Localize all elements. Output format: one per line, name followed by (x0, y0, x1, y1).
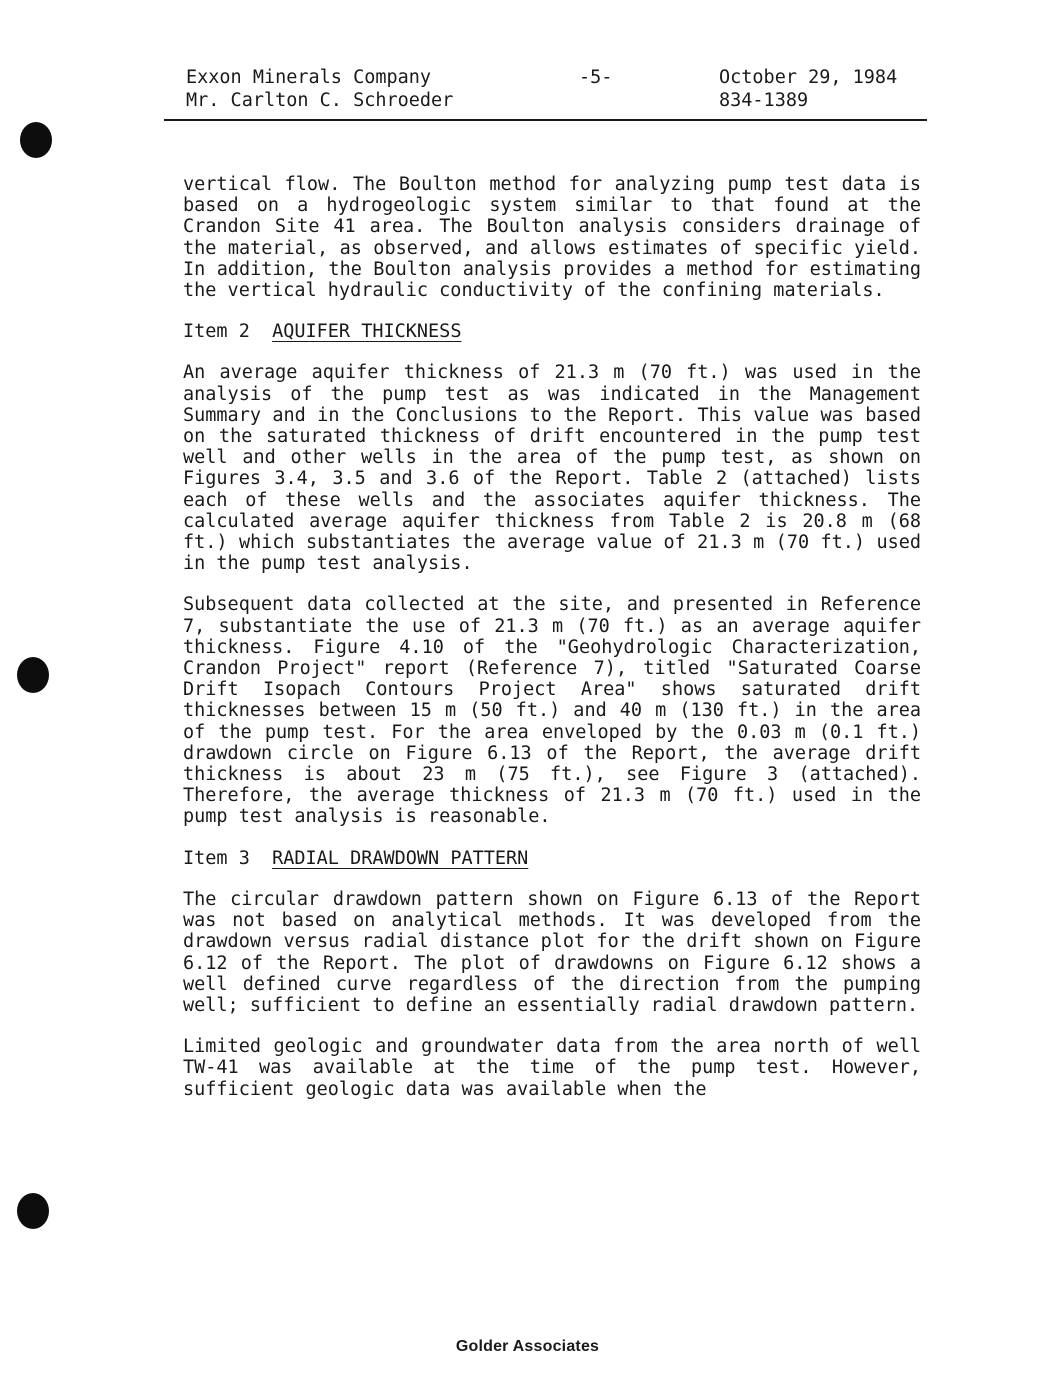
paragraph-radial-drawdown: The circular drawdown pattern shown on Figure 6.13 of the Report was not based on analytical methods. It was developed from the drawdown versus radial distance plot for the drift shown on Figure 6.12 of the Report. The plot of drawdowns on Figure 6.12 shows a well defined curve regardless of the direction from the pumping well; sufficient to define an essentially radial drawdown pattern. (183, 888, 921, 1016)
letter-header (186, 66, 926, 112)
item-3-title: RADIAL DRAWDOWN PATTERN (272, 847, 529, 869)
item-2-heading (183, 321, 921, 342)
footer-firm-name: Golder Associates (455, 1338, 600, 1355)
letter-date: October 29, 1984 (719, 67, 898, 88)
binder-hole-middle (17, 657, 49, 693)
page-number: -5- (579, 67, 613, 88)
item-3-label: Item 3 (183, 847, 250, 869)
item-2-title: AQUIFER THICKNESS (272, 321, 462, 343)
binder-hole-bottom (17, 1193, 49, 1229)
item-2-label: Item 2 (183, 321, 250, 343)
item-3-heading (183, 848, 921, 869)
paragraph-limited-data: Limited geologic and groundwater data from the area north of well TW-41 was available at the time of the pump test. However, sufficient geologic data was available when the (183, 1036, 921, 1100)
reference-number: 834-1389 (719, 90, 809, 111)
company-name: Exxon Minerals Company (186, 67, 432, 88)
paragraph-boulton-method: vertical flow. The Boulton method for analyzing pump test data is based on a hydrogeologic system similar to that found at the Crandon Site 41 area. The Boulton analysis considers drainage of the material, as observed, and allows estimates of specific yield. In addition, the Boulton analysis provides a method for estimating the vertical hydraulic conductivity of the confining materials. (183, 174, 921, 302)
paragraph-aquifer-thickness: An average aquifer thickness of 21.3 m (70 ft.) was used in the analysis of the pump test as was indicated in the Management Summary and in the Conclusions to the Report. This value was based on the saturated thickness of drift encountered in the pump test well and other wells in the area of the pump test, as shown on Figures 3.4, 3.5 and 3.6 of the Report. Table 2 (attached) lists each of these wells and the associates aquifer thickness. The calculated average aquifer thickness from Table 2 is 20.8 m (68 ft.) which substantiates the average value of 21.3 m (70 ft.) used in the pump test analysis. (183, 362, 921, 575)
header-rule (164, 119, 927, 121)
paragraph-subsequent-data: Subsequent data collected at the site, and presented in Reference 7, substantiate the use of 21.3 m (70 ft.) as an average aquifer thickness. Figure 4.10 of the "Geohydrologic Characterization, Crandon Project" report (Reference 7), titled "Saturated Coarse Drift Isopach Contours Project Area" shows saturated drift thicknesses between 15 m (50 ft.) and 40 m (130 ft.) in the area of the pump test. For the area enveloped by the 0.03 m (0.1 ft.) drawdown circle on Figure 6.13 of the Report, the average drift thickness is about 23 m (75 ft.), see Figure 3 (attached). Therefore, the average thickness of 21.3 m (70 ft.) used in the pump test analysis is reasonable. (183, 594, 921, 828)
letter-body (183, 174, 921, 1120)
recipient-name: Mr. Carlton C. Schroeder (186, 90, 454, 111)
binder-hole-top (20, 122, 52, 158)
